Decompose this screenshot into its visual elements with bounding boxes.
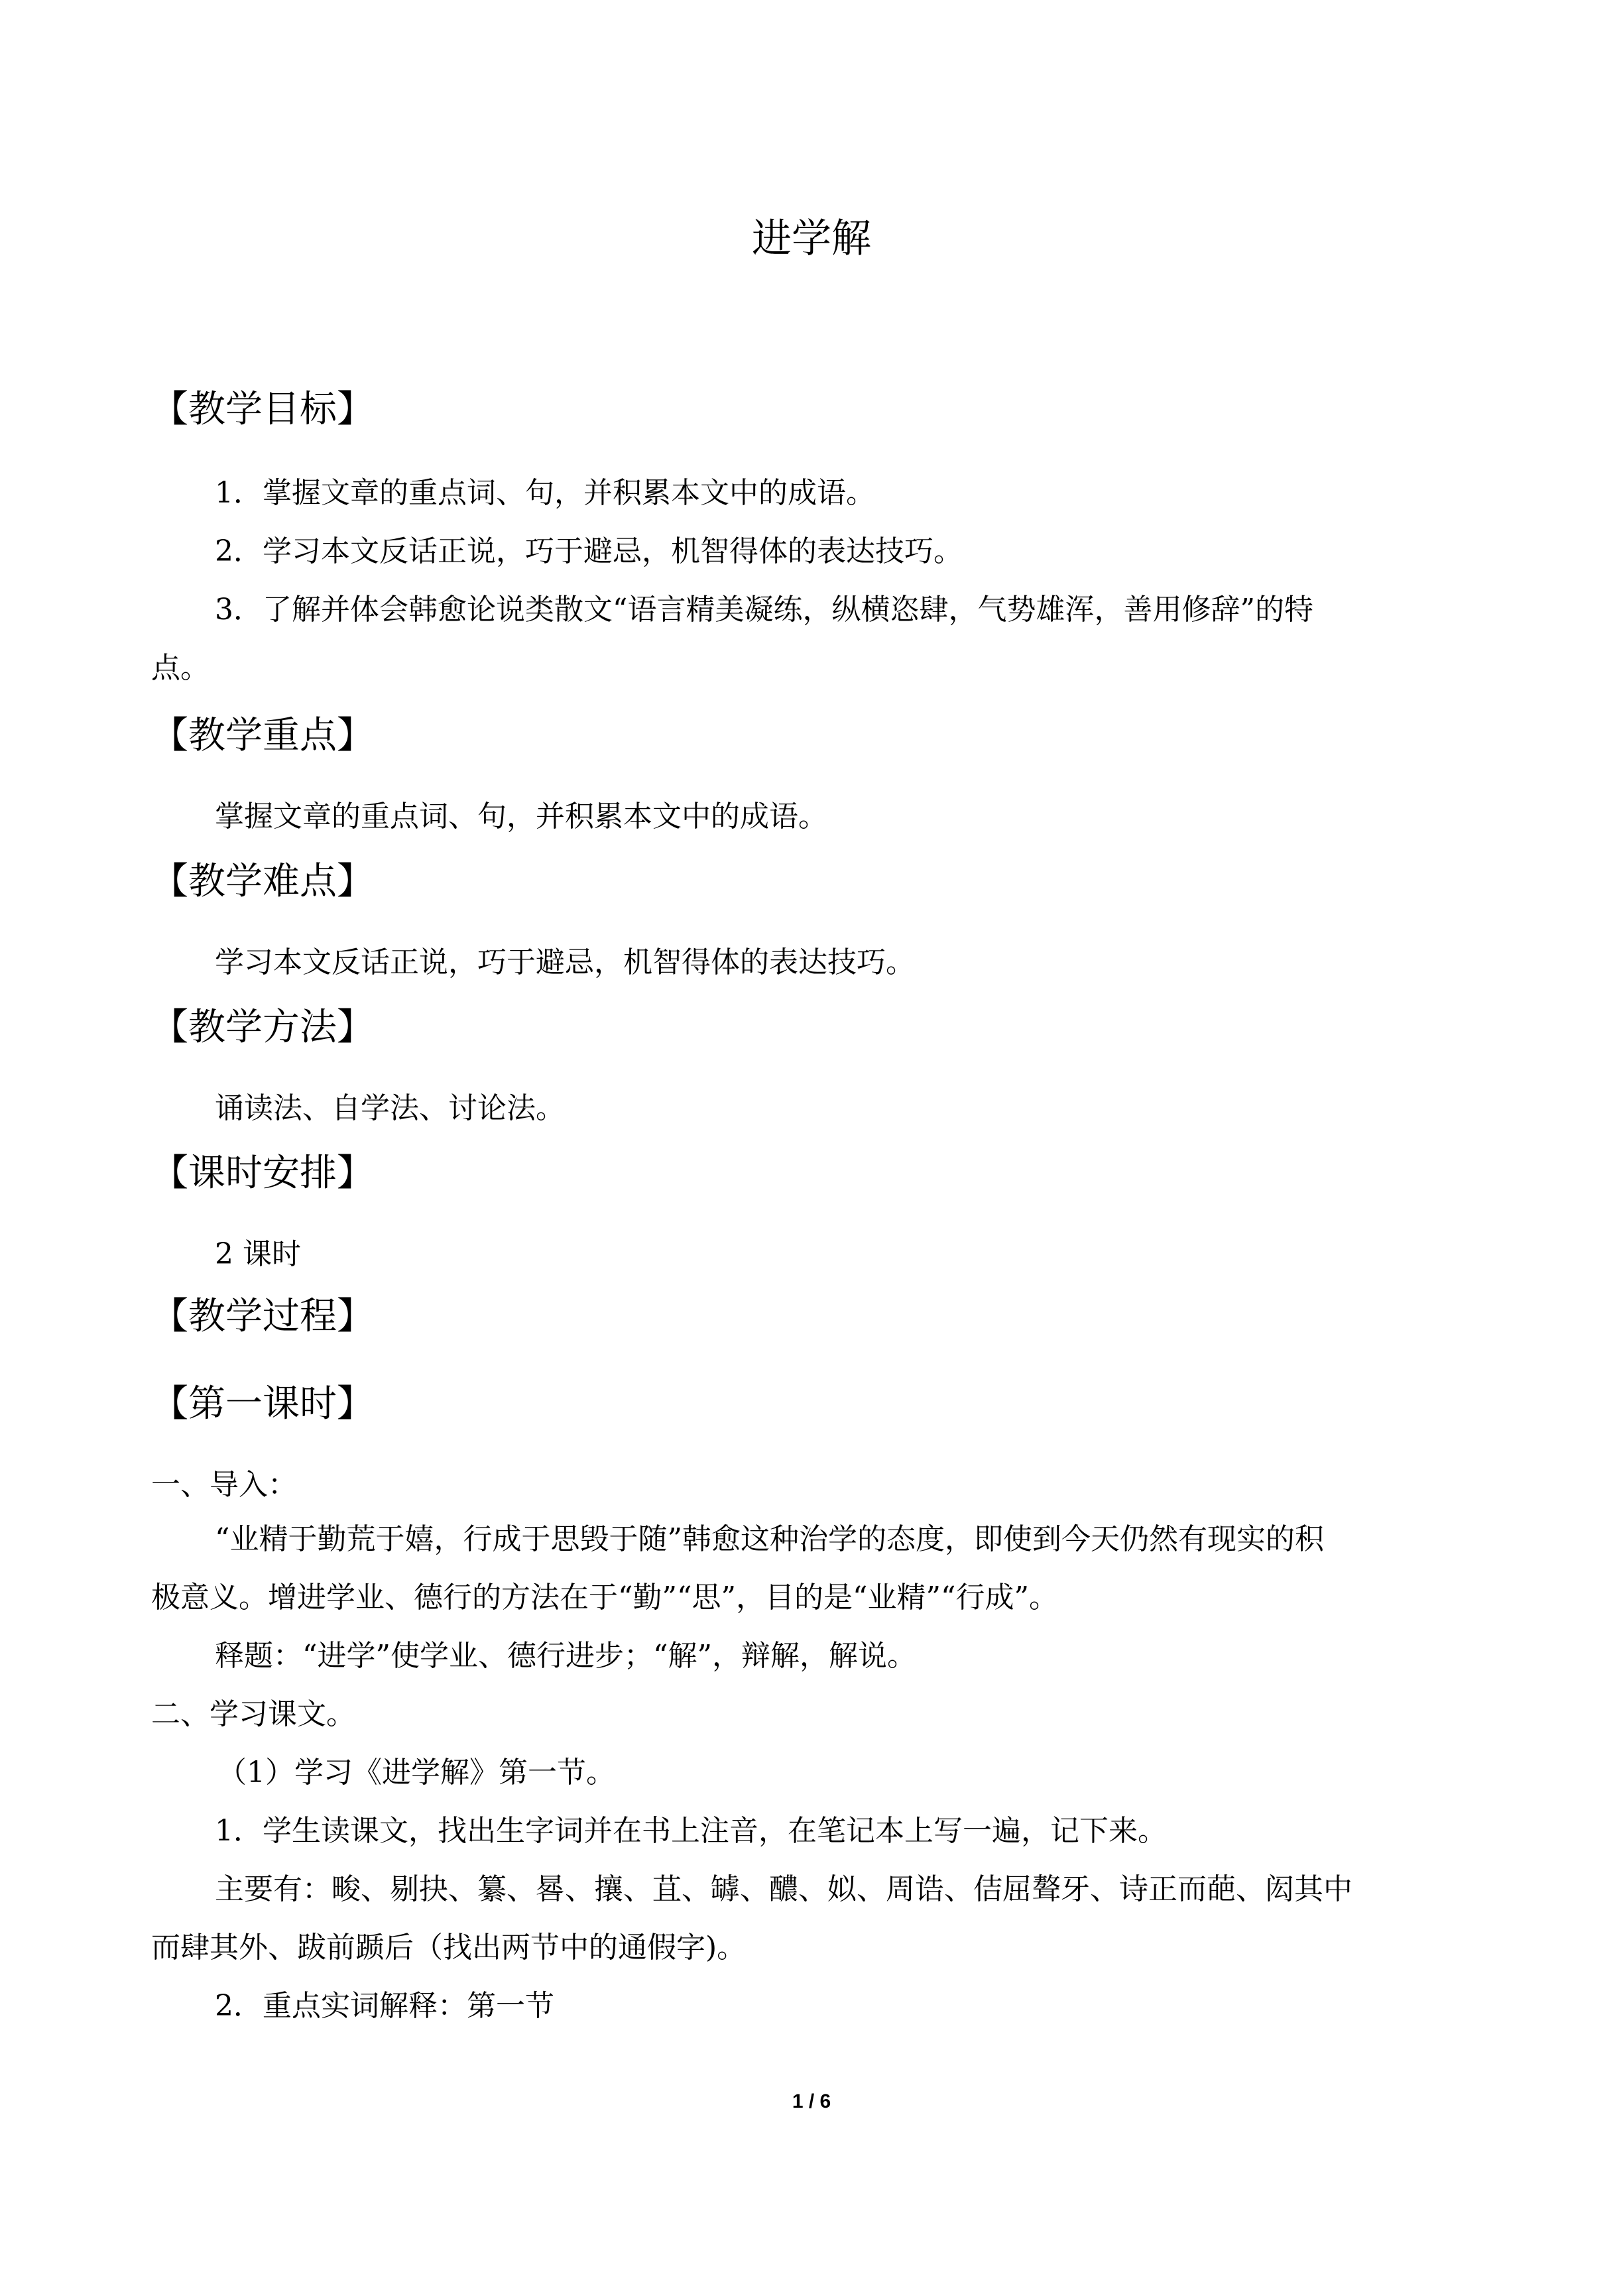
objective-item-3-line-2: 点。 xyxy=(151,651,210,685)
vocabulary-line-2: 而肆其外、跋前踬后（找出两节中的通假字)。 xyxy=(151,1931,747,1964)
intro-paragraph-line-1: “业精于勤荒于嬉，行成于思毁于随”韩愈这种治学的态度，即使到今天仍然有现实的积 xyxy=(215,1522,1324,1556)
intro-heading: 一、导入： xyxy=(151,1468,297,1502)
study-item-2: 2．重点实词解释：第一节 xyxy=(215,1989,554,2023)
heading-schedule: 【课时安排】 xyxy=(151,1152,374,1195)
intro-paragraph-line-2: 极意义。增进学业、德行的方法在于“勤”“思”，目的是“业精”“行成”。 xyxy=(151,1581,1058,1614)
objective-item-2: 2．学习本文反话正说，巧于避忌，机智得体的表达技巧。 xyxy=(215,534,963,568)
page-number: 1 / 6 xyxy=(792,2090,831,2112)
page-title: 进学解 xyxy=(752,215,871,262)
heading-objectives: 【教学目标】 xyxy=(151,388,374,431)
key-points-text: 掌握文章的重点词、句，并积累本文中的成语。 xyxy=(215,800,827,833)
study-subsection-1: （1）学习《进学解》第一节。 xyxy=(217,1756,615,1789)
study-item-1: 1．学生读课文，找出生字词并在书上注音，在笔记本上写一遍，记下来。 xyxy=(215,1814,1167,1848)
methods-text: 诵读法、自学法、讨论法。 xyxy=(215,1091,565,1125)
heading-lesson-1: 【第一课时】 xyxy=(151,1382,374,1425)
schedule-text: 2 课时 xyxy=(215,1237,301,1271)
heading-methods: 【教学方法】 xyxy=(151,1006,374,1049)
heading-key-points: 【教学重点】 xyxy=(151,714,374,757)
objective-item-3-line-1: 3．了解并体会韩愈论说类散文“语言精美凝练，纵横恣肆，气势雄浑，善用修辞”的特 xyxy=(215,593,1313,627)
vocabulary-line-1: 主要有：畯、剔抉、纂、晷、攘、苴、罅、醲、姒、周诰、佶屈聱牙、诗正而葩、闳其中 xyxy=(215,1872,1352,1906)
difficulties-text: 学习本文反话正说，巧于避忌，机智得体的表达技巧。 xyxy=(215,945,915,979)
title-explanation: 释题：“进学”使学业、德行进步；“解”，辩解，解说。 xyxy=(215,1639,916,1673)
objective-item-1: 1．掌握文章的重点词、句，并积累本文中的成语。 xyxy=(215,476,875,510)
study-heading: 二、学习课文。 xyxy=(151,1697,355,1731)
heading-difficulties: 【教学难点】 xyxy=(151,860,374,903)
heading-process: 【教学过程】 xyxy=(151,1295,374,1338)
